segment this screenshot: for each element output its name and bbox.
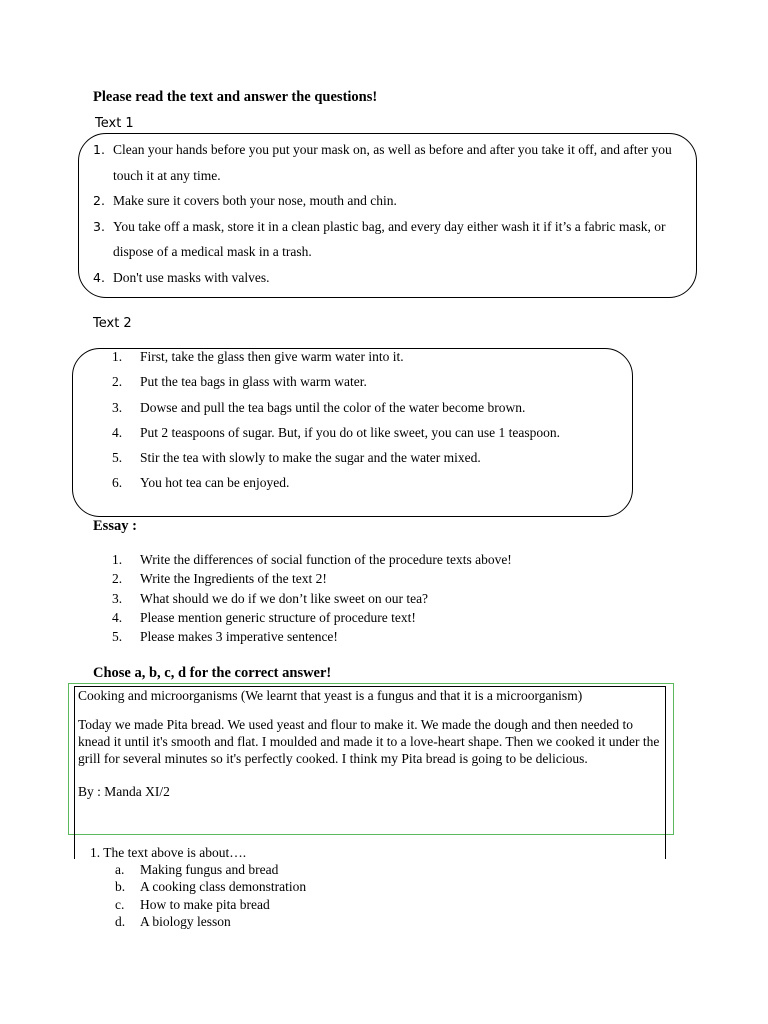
mcq-heading: Chose a, b, c, d for the correct answer! (93, 665, 332, 681)
essay-item: 3. What should we do if we don’t like sweet on our tea? (112, 590, 429, 606)
answer-option[interactable]: d. A biology lesson (115, 913, 231, 929)
answer-option[interactable]: c. How to make pita bread (115, 896, 270, 912)
passage-author: By : Manda XI/2 (78, 784, 170, 799)
text2-item: 2. Put the tea bags in glass with warm water. (112, 374, 367, 390)
essay-item: 4. Please mention generic structure of procedure text! (112, 609, 416, 625)
text1-item: 1. Clean your hands before you put your mask on, as well as before and after you take it off, and after you touch it at any time. (93, 142, 672, 183)
passage-title: Cooking and microorganisms (We learnt that yeast is a fungus and that it is a microorganism) (78, 688, 583, 703)
essay-list (112, 551, 632, 647)
reading-passage (78, 687, 662, 800)
essay-heading: Essay : (93, 518, 137, 534)
text1-item: 2. Make sure it covers both your nose, mouth and chin. (93, 193, 397, 208)
instruction-heading: Please read the text and answer the questions! (93, 89, 378, 105)
text1-list (93, 137, 683, 290)
text1-item: 4. Don't use masks with valves. (93, 269, 270, 285)
text2-item: 6. You hot tea can be enjoyed. (112, 475, 290, 491)
text2-item: 1. First, take the glass then give warm water into it. (112, 349, 404, 364)
essay-item: 5. Please makes 3 imperative sentence! (112, 629, 338, 645)
question-1-options (115, 861, 306, 930)
answer-option[interactable]: b. A cooking class demonstration (115, 879, 307, 895)
text2-item: 5. Stir the tea with slowly to make the sugar and the water mixed. (112, 450, 481, 466)
passage-body: Today we made Pita bread. We used yeast and flour to make it. We made the dough and then needed to knead it until it's smooth and flat. I moulded and made it to a love-heart shape. Then we cooked it under the grill for several minutes so it's perfectly cooked. I think my Pita bread is going to be delicious. (78, 717, 660, 766)
text2-item: 4. Put 2 teaspoons of sugar. But, if you do ot like sweet, you can use 1 teaspoon. (112, 424, 560, 440)
question-1: 1. The text above is about…. (90, 845, 247, 860)
essay-item: 2. Write the Ingredients of the text 2! (112, 571, 327, 587)
answer-option[interactable]: a. Making fungus and bread (115, 862, 279, 877)
text1-label: Text 1 (95, 116, 134, 131)
text1-item: 3. You take off a mask, store it in a clean plastic bag, and every day either wash it if it’s a fabric mask, or dispose of a medical mask in a trash. (93, 218, 666, 259)
text2-list (112, 346, 632, 498)
essay-item: 1. Write the differences of social function of the procedure texts above! (112, 552, 512, 567)
text2-item: 3. Dowse and pull the tea bags until the color of the water become brown. (112, 399, 526, 415)
text2-label: Text 2 (93, 316, 132, 331)
